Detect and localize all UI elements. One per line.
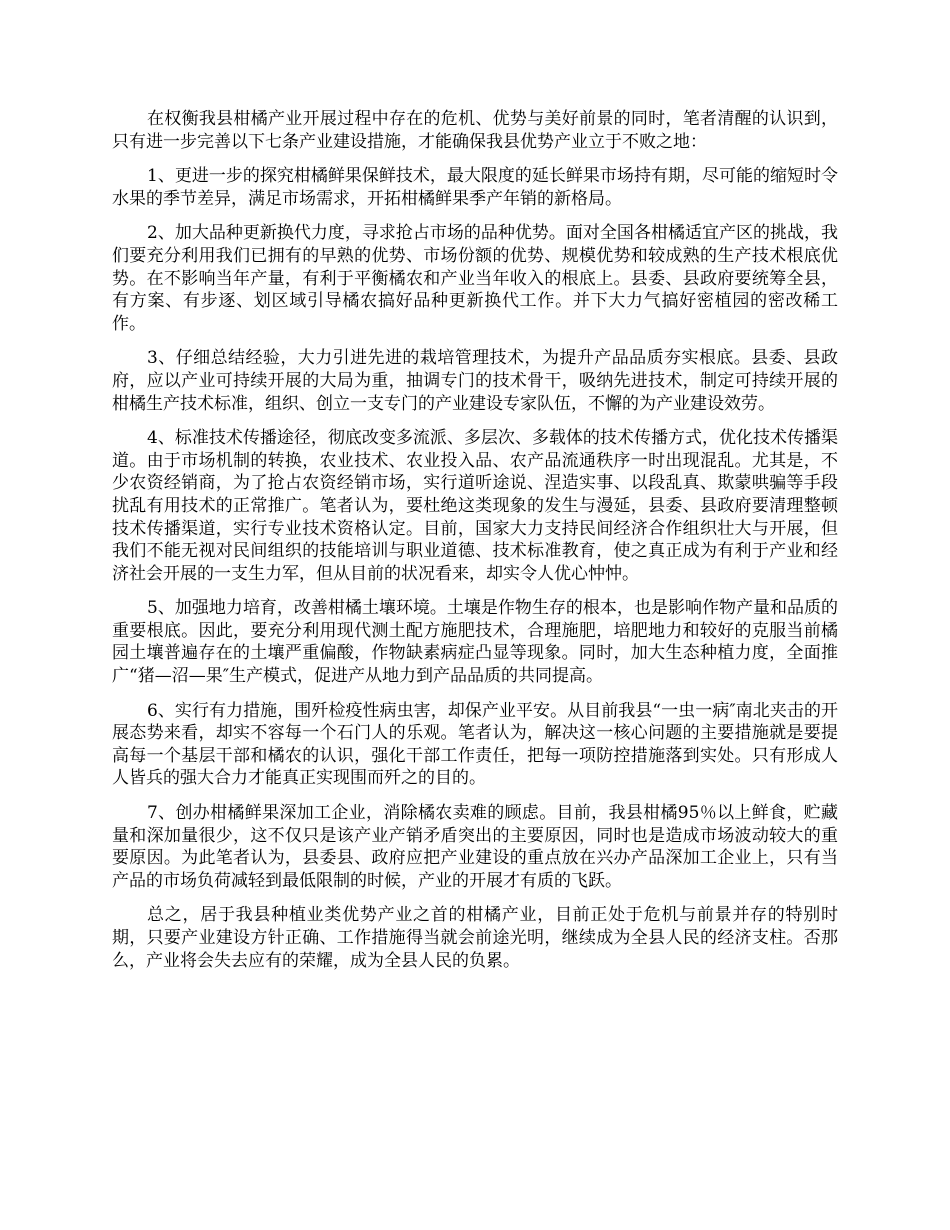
document-body bbox=[112, 108, 838, 984]
conclusion-paragraph: 总之，居于我县种植业类优势产业之首的柑橘产业，目前正处于危机与前景并存的特别时期，只要产业建设方针正确、工作措施得当就会前途光明，继续成为全县人民的经济支柱。否那么，产业将会失去应有的荣耀，成为全县人民的负累。 bbox=[112, 905, 838, 971]
measure-4-paragraph: 4、标准技术传播途径，彻底改变多流派、多层次、多载体的技术传播方式，优化技术传播渠道。由于市场机制的转换，农业技术、农业投入品、农产品流通秩序一时出现混乱。尤其是，不少农资经销商，为了抢占农资经销市场，实行道听途说、涅造实事、以段乱真、欺蒙哄骗等手段扰乱有用技术的正常推广。笔者认为，要杜绝这类现象的发生与漫延，县委、县政府要清理整顿技术传播渠道，实行专业技术资格认定。目前，国家大力支持民间经济合作组织壮大与开展，但我们不能无视对民间组织的技能培训与职业道德、技术标准教育，使之真正成为有利于产业和经济社会开展的一支生力军，但从目前的状况看来，却实令人优心忡忡。 bbox=[112, 428, 838, 584]
measure-5-paragraph: 5、加强地力培育，改善柑橘土壤环境。土壤是作物生存的根本，也是影响作物产量和品质的重要根底。因此，要充分利用现代测土配方施肥技术，合理施肥，培肥地力和较好的克服当前橘园土壤普遍存在的土壤严重偏酸，作物缺素病症凸显等现象。同时，加大生态种植力度，全面推广“猪—沼—果″生产模式，促进产从地力到产品品质的共同提高。 bbox=[112, 598, 838, 687]
measure-2-paragraph: 2、加大品种更新换代力度，寻求抢占市场的品种优势。面对全国各柑橘适宜产区的挑战，我们要充分利用我们已拥有的早熟的优势、市场份额的优势、规模优势和较成熟的生产技术根底优势。在不影响当年产量，有利于平衡橘农和产业当年收入的根底上。县委、县政府要统筹全县，有方案、有步逐、划区域引导橘农搞好品种更新换代工作。并下大力气搞好密植园的密改稀工作。 bbox=[112, 223, 838, 334]
measure-6-paragraph: 6、实行有力措施，围歼检疫性病虫害，却保产业平安。从目前我县“一虫一病″南北夹击的开展态势来看，却实不容每一个石门人的乐观。笔者认为，解决这一核心问题的主要措施就是要提高每一个基层干部和橘农的认识，强化干部工作责任，把每一项防控措施落到实处。只有形成人人皆兵的强大合力才能真正实现围而歼之的目的。 bbox=[112, 700, 838, 789]
intro-paragraph: 在权衡我县柑橘产业开展过程中存在的危机、优势与美好前景的同时，笔者清醒的认识到，只有进一步完善以下七条产业建设措施，才能确保我县优势产业立于不败之地： bbox=[112, 109, 838, 152]
measure-7-paragraph: 7、创办柑橘鲜果深加工企业，消除橘农卖难的顾虑。目前，我县柑橘95％以上鲜食，贮藏量和深加量很少，这不仅只是该产业产销矛盾突出的主要原因，同时也是造成市场波动较大的重要原因。为此笔者认为，县委县、政府应把产业建设的重点放在兴办产品深加工企业上，只有当产品的市场负荷减轻到最低限制的时候，产业的开展才有质的飞跃。 bbox=[112, 803, 838, 891]
measure-3-paragraph: 3、仔细总结经验，大力引进先进的栽培管理技术，为提升产品品质夯实根底。县委、县政府，应以产业可持续开展的大局为重，抽调专门的技术骨干，吸纳先进技术，制定可持续开展的柑橘生产技术标准，组织、创立一支专门的产业建设专家队伍，不懈的为产业建设效劳。 bbox=[112, 348, 838, 414]
measure-1-paragraph: 1、更进一步的探究柑橘鲜果保鲜技术，最大限度的延长鲜果市场持有期，尽可能的缩短时令水果的季节差异，满足市场需求，开拓柑橘鲜果季产年销的新格局。 bbox=[112, 166, 838, 209]
